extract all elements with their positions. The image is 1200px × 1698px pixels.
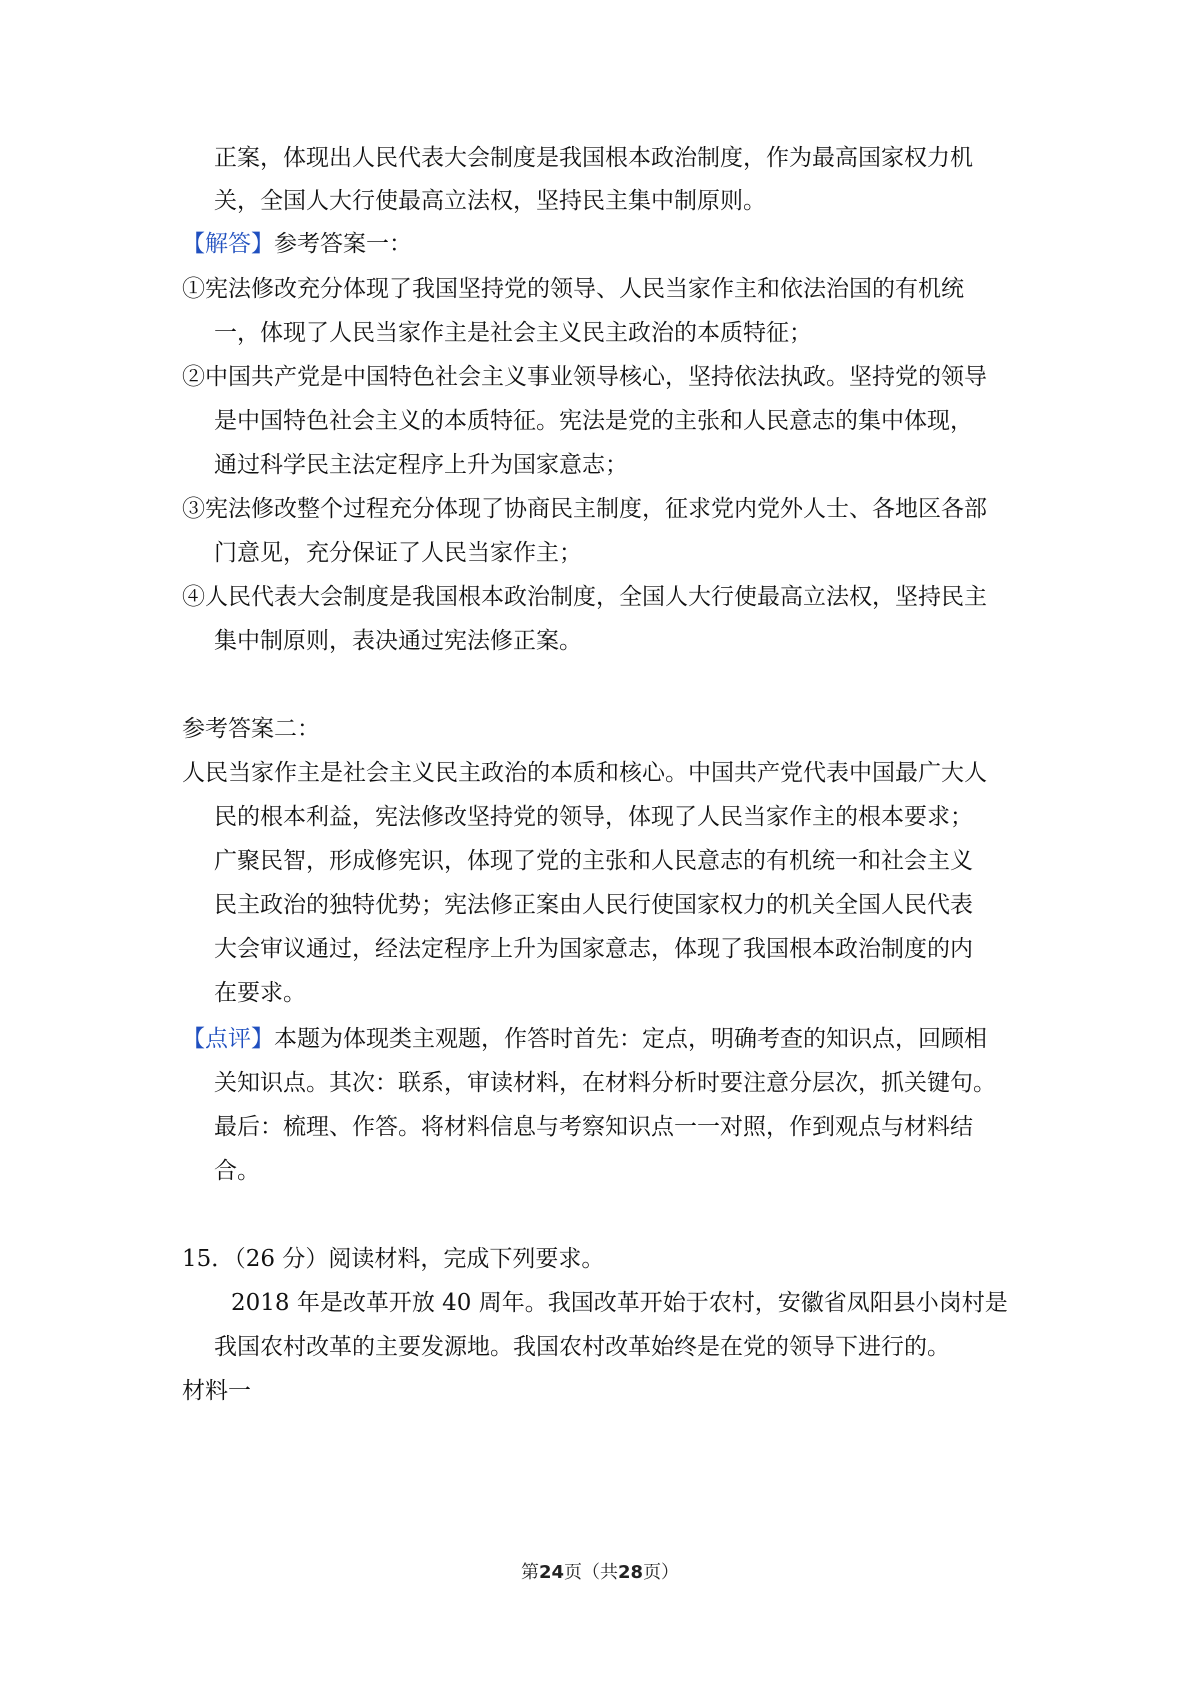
material-one-label: 材料一: [182, 1378, 251, 1404]
comment-line-1: [182, 1016, 987, 1062]
answer-item-2-line-2: 是中国特色社会主义的本质特征。宪法是党的主张和人民意志的集中体现，: [214, 408, 973, 434]
comment-line-2: 关知识点。其次：联系，审读材料，在材料分析时要注意分层次，抓关键句。: [214, 1070, 996, 1096]
footer-page-number: 24: [538, 1562, 564, 1583]
answer-heading-text: 参考答案一：: [274, 231, 412, 257]
comment-line-4: 合。: [214, 1158, 260, 1184]
answer-tag: 【解答】: [182, 231, 274, 257]
intro-line-1: 正案，体现出人民代表大会制度是我国根本政治制度，作为最高国家权力机: [214, 145, 973, 171]
comment-line-3: 最后：梳理、作答。将材料信息与考察知识点一一对照，作到观点与材料结: [214, 1114, 973, 1140]
answer-item-2-line-1: ②中国共产党是中国特色社会主义事业领导核心，坚持依法执政。坚持党的领导: [182, 364, 987, 390]
answer2-line-5: 大会审议通过，经法定程序上升为国家意志，体现了我国根本政治制度的内: [214, 936, 973, 962]
comment-tag: 【点评】: [182, 1026, 274, 1052]
answer-item-1-line-1: ①宪法修改充分体现了我国坚持党的领导、人民当家作主和依法治国的有机统: [182, 276, 964, 302]
answer-item-4-line-1: ④人民代表大会制度是我国根本政治制度，全国人大行使最高立法权，坚持民主: [182, 584, 987, 610]
comment-line-1-text: 本题为体现类主观题，作答时首先：定点，明确考查的知识点，回顾相: [274, 1026, 987, 1052]
answer-item-1-line-2: 一，体现了人民当家作主是社会主义民主政治的本质特征；: [214, 320, 812, 346]
question-15-title: 15．（26 分）阅读材料，完成下列要求。: [182, 1246, 605, 1272]
question-15-paragraph-line-1: 2018 年是改革开放 40 周年。我国改革开始于农村，安徽省凤阳县小岗村是: [231, 1290, 1008, 1316]
intro-line-2: 关，全国人大行使最高立法权，坚持民主集中制原则。: [214, 188, 766, 214]
footer-middle: 页（共: [564, 1562, 618, 1583]
answer2-line-6: 在要求。: [214, 980, 306, 1006]
answer2-line-4: 民主政治的独特优势；宪法修正案由人民行使国家权力的机关全国人民代表: [214, 892, 973, 918]
page-footer: [0, 1560, 1200, 1586]
answer-item-4-line-2: 集中制原则，表决通过宪法修正案。: [214, 628, 582, 654]
answer2-line-1: 人民当家作主是社会主义民主政治的本质和核心。中国共产党代表中国最广大人: [182, 760, 987, 786]
answer-item-3-line-1: ③宪法修改整个过程充分体现了协商民主制度，征求党内党外人士、各地区各部: [182, 496, 987, 522]
footer-suffix: 页）: [643, 1562, 680, 1583]
answer2-line-2: 民的根本利益，宪法修改坚持党的领导，体现了人民当家作主的根本要求；: [214, 804, 973, 830]
answer2-line-3: 广聚民智，形成修宪识，体现了党的主张和人民意志的有机统一和社会主义: [214, 848, 973, 874]
answer2-heading: 参考答案二：: [182, 716, 320, 742]
footer-total-pages: 28: [618, 1562, 644, 1583]
footer-prefix: 第: [520, 1562, 539, 1583]
answer-item-2-line-3: 通过科学民主法定程序上升为国家意志；: [214, 452, 628, 478]
answer-heading: [182, 221, 412, 267]
answer-item-3-line-2: 门意见，充分保证了人民当家作主；: [214, 540, 582, 566]
question-15-paragraph-line-2: 我国农村改革的主要发源地。我国农村改革始终是在党的领导下进行的。: [214, 1334, 950, 1360]
